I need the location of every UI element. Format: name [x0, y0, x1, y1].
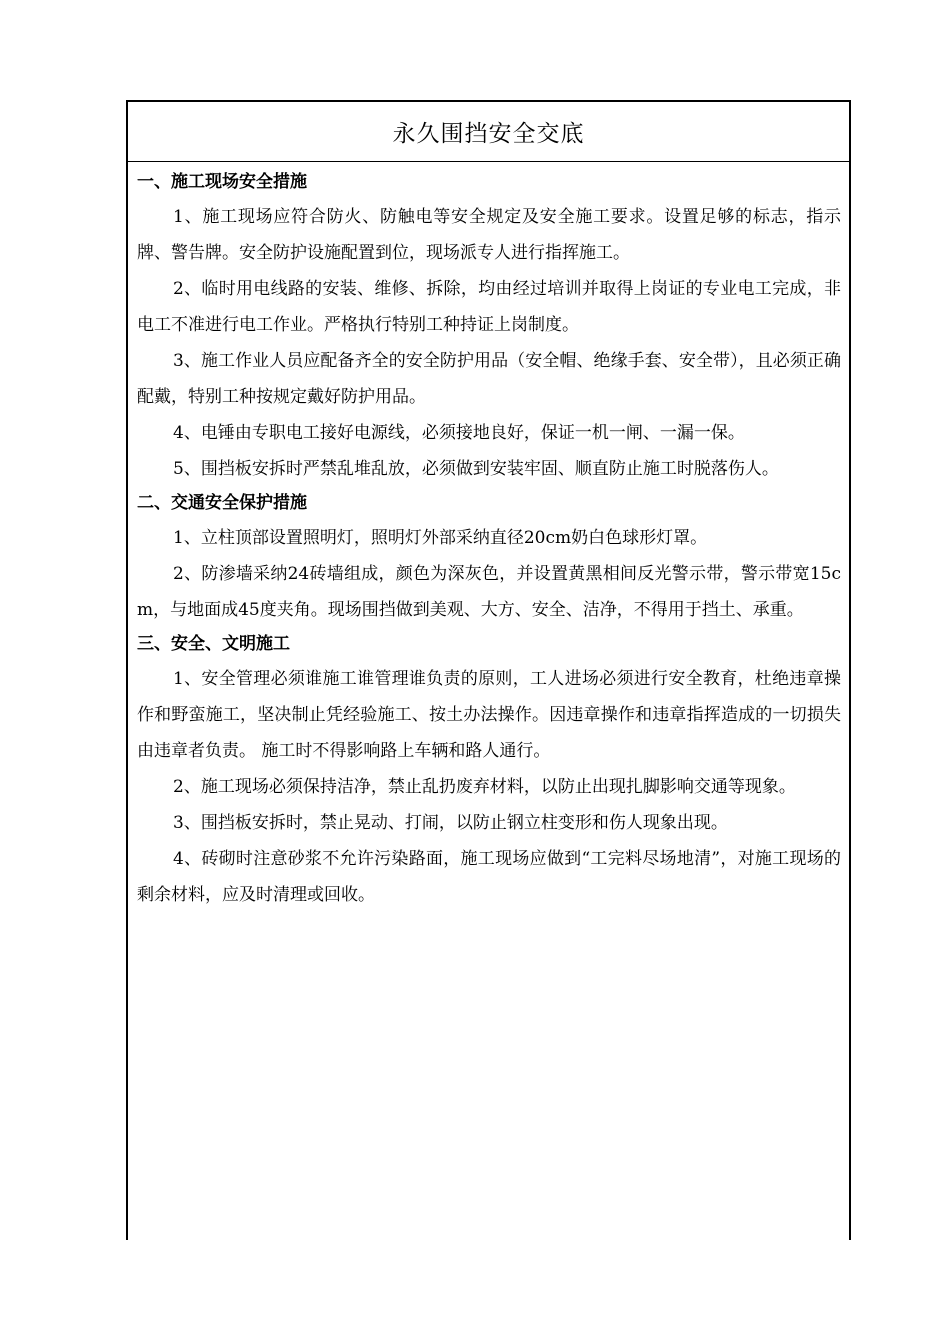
- document-body: [128, 162, 849, 913]
- section-heading: 二、交通安全保护措施: [137, 493, 307, 513]
- title-row: [128, 102, 849, 162]
- paragraph: 2、施工现场必须保持洁净，禁止乱扔废弃材料，以防止出现扎脚影响交通等现象。: [173, 777, 796, 797]
- document-title: 永久围挡安全交底: [392, 121, 585, 147]
- paragraph: 4、砖砌时注意砂浆不允许污染路面，施工现场应做到“工完料尽场地清”，对施工现场的剩余材料，应及时清理或回收。: [137, 849, 841, 905]
- paragraph: 2、临时用电线路的安装、维修、拆除，均由经过培训并取得上岗证的专业电工完成，非电工不准进行电工作业。严格执行特别工种持证上岗制度。: [137, 279, 841, 335]
- section-civilized-construction: [137, 628, 841, 913]
- paragraph: 4、电锤由专职电工接好电源线，必须接地良好，保证一机一闸、一漏一保。: [173, 423, 745, 443]
- section-heading: 三、安全、文明施工: [137, 634, 290, 654]
- paragraph: 3、施工作业人员应配备齐全的安全防护用品（安全帽、绝缘手套、安全带），且必须正确配戴，特别工种按规定戴好防护用品。: [137, 351, 841, 407]
- section-heading: 一、施工现场安全措施: [137, 172, 307, 192]
- paragraph: 1、安全管理必须谁施工谁管理谁负责的原则，工人进场必须进行安全教育，杜绝违章操作和野蛮施工，坚决制止凭经验施工、按土办法操作。因违章操作和违章指挥造成的一切损失由违章者负责。 施工时不得影响路上车辆和路人通行。: [137, 669, 841, 761]
- paragraph: 5、围挡板安拆时严禁乱堆乱放，必须做到安装牢固、顺直防止施工时脱落伤人。: [173, 459, 779, 479]
- paragraph: 2、防渗墙采纳24砖墙组成，颜色为深灰色，并设置黄黑相间反光警示带，警示带宽15cm，与地面成45度夹角。现场围挡做到美观、大方、安全、洁净，不得用于挡土、承重。: [137, 564, 841, 620]
- section-site-safety: [137, 166, 841, 487]
- paragraph: 1、立柱顶部设置照明灯，照明灯外部采纳直径20cm奶白色球形灯罩。: [173, 528, 708, 548]
- document-frame: [126, 100, 851, 1240]
- section-traffic-safety: [137, 487, 841, 628]
- paragraph: 1、施工现场应符合防火、防触电等安全规定及安全施工要求。设置足够的标志，指示牌、警告牌。安全防护设施配置到位，现场派专人进行指挥施工。: [137, 207, 841, 263]
- paragraph: 3、围挡板安拆时，禁止晃动、打闹，以防止钢立柱变形和伤人现象出现。: [173, 813, 728, 833]
